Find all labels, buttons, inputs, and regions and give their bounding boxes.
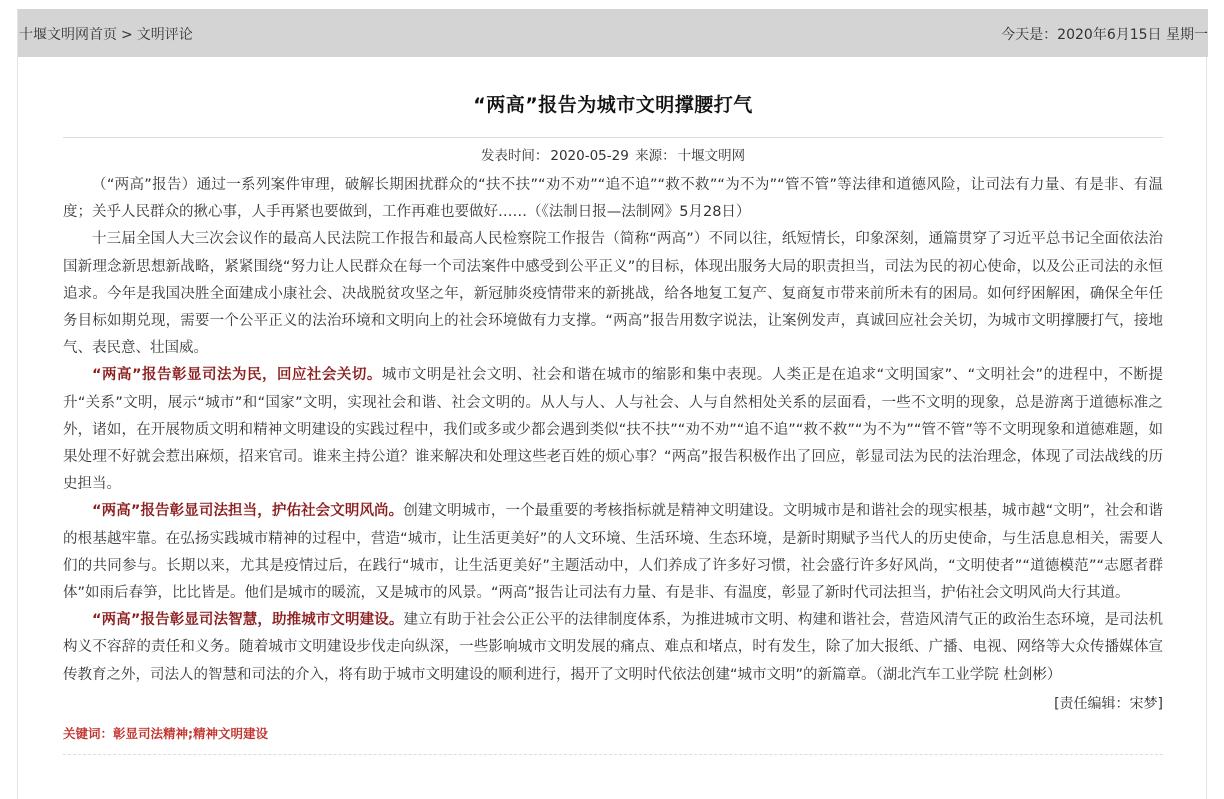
- article-body: [63, 172, 1163, 689]
- paragraph-text: 城市文明是社会文明、社会和谐在城市的缩影和集中表现。人类正是在追求“文明国家”、“文明社会”的进程中，不断提升“关系”文明，展示“城市”和“国家”文明，实现社会和谐、社会文明的。从人与人、人与社会、人与自然相处关系的层面看，一些不文明的现象，总是游离于道德标准之外，诸如，在开展物质文明和精神文明建设的实践过程中，我们或多或少都会遇到类似“扶不扶”“劝不劝”“追不追”“救不救”“为不为”“管不管”等不文明现象和道德难题，如果处理不好就会惹出麻烦，招来官司。谁来主持公道？谁来解决和处理这些老百姓的烦心事？“两高”报告积极作出了回应，彰显司法为民的法治理念，体现了司法战线的历史担当。: [63, 367, 1164, 493]
- breadcrumb: [19, 24, 193, 44]
- today-date: 今天是：2020年6月15日 星期一: [1001, 27, 1208, 43]
- paragraph: [63, 498, 1163, 607]
- page-container: [17, 9, 1207, 799]
- keywords: [63, 724, 1163, 744]
- breadcrumb-home-link[interactable]: 十堰文明网首页: [19, 27, 117, 43]
- publish-date: 2020-05-29: [550, 148, 629, 164]
- keyword-separator: ;: [188, 725, 194, 741]
- keyword-link[interactable]: 精神文明建设: [193, 725, 269, 741]
- footer-divider: [63, 754, 1163, 755]
- paragraph: [63, 607, 1163, 689]
- paragraph-text: 十三届全国人大三次会议作的最高人民法院工作报告和最高人民检察院工作报告（简称“两高”）不同以往，纸短情长，印象深刻，通篇贯穿了习近平总书记全面依法治国新理念新思想新战略，紧紧围绕“努力让人民群众在每一个司法案件中感受到公平正义”的目标，体现出服务大局的职责担当，司法为民的初心使命，以及公正司法的永恒追求。今年是我国决胜全面建成小康社会、决战脱贫攻坚之年，新冠肺炎疫情带来的新挑战，给各地复工复产、复商复市带来前所未有的困局。如何纾困解困，确保全年任务目标如期兑现，需要一个公平正义的法治环境和文明向上的社会环境做有力支撑。“两高”报告用数字说法，让案例发声，真诚回应社会关切，为城市文明撑腰打气，接地气、表民意、壮国威。: [63, 231, 1163, 357]
- paragraph: [63, 226, 1163, 362]
- breadcrumb-separator: >: [121, 27, 133, 43]
- article-meta: [63, 143, 1163, 169]
- paragraph: [63, 362, 1163, 498]
- paragraph-lead: “两高”报告彰显司法担当，护佑社会文明风尚。: [92, 503, 404, 520]
- title-divider: [63, 137, 1163, 138]
- paragraph-lead: “两高”报告彰显司法为民，回应社会关切。: [92, 367, 382, 384]
- responsible-editor: [责任编辑：宋梦]: [1054, 695, 1163, 712]
- paragraph-text: 建立有助于社会公正公平的法律制度体系，为推进城市文明、构建和谐社会，营造风清气正的政治生态环境，是司法机构义不容辞的责任和义务。随着城市文明建设步伐走向纵深，一些影响城市文明发展的痛点、难点和堵点，时有发生，除了加大报纸、广播、电视、网络等大众传播媒体宣传教育之外，司法人的智慧和司法的介入，将有助于城市文明建设的顺利进行，揭开了文明时代依法创建“城市文明”的新篇章。（湖北汽车工业学院 杜剑彬）: [63, 612, 1163, 683]
- keyword-link[interactable]: 彰显司法精神: [113, 725, 189, 741]
- publish-label: 发表时间：: [480, 148, 549, 164]
- article: [63, 57, 1163, 755]
- paragraph: [63, 172, 1163, 226]
- paragraph-text: 创建文明城市，一个最重要的考核指标就是精神文明建设。文明城市是和谐社会的现实根基，城市越“文明”，社会和谐的根基越牢靠。在弘扬实践城市精神的过程中，营造“城市，让生活更美好”的人文环境、生活环境、生态环境，是新时期赋予当代人的历史使命，与生活息息相关，需要人们的共同参与。长期以来，尤其是疫情过后，在践行“城市，让生活更美好”主题活动中，人们养成了许多好习惯，社会盛行许多好风尚，“文明使者”“道德模范”“志愿者群体”如雨后春笋，比比皆是。他们是城市的暖流，又是城市的风景。“两高”报告让司法有力量、有是非、有温度，彰显了新时代司法担当，护佑社会文明风尚大行其道。: [63, 503, 1163, 602]
- top-bar: [18, 9, 1208, 57]
- source-name: 十堰文明网: [677, 148, 746, 164]
- article-title: “两高”报告为城市文明撑腰打气: [473, 94, 753, 116]
- paragraph-lead: “两高”报告彰显司法智慧，助推城市文明建设。: [92, 612, 404, 629]
- breadcrumb-section-link[interactable]: 文明评论: [136, 27, 193, 43]
- paragraph-text: （“两高”报告）通过一系列案件审理，破解长期困扰群众的“扶不扶”“劝不劝”“追不追”“救不救”“为不为”“管不管”等法律和道德风险，让司法有力量、有是非、有温度；关乎人民群众的揪心事，人手再紧也要做到，工作再难也要做好……（《法制日报—法制网》5月28日）: [63, 177, 1163, 221]
- source-label: 来源：: [635, 148, 676, 164]
- keywords-label: 关键词：: [63, 725, 114, 741]
